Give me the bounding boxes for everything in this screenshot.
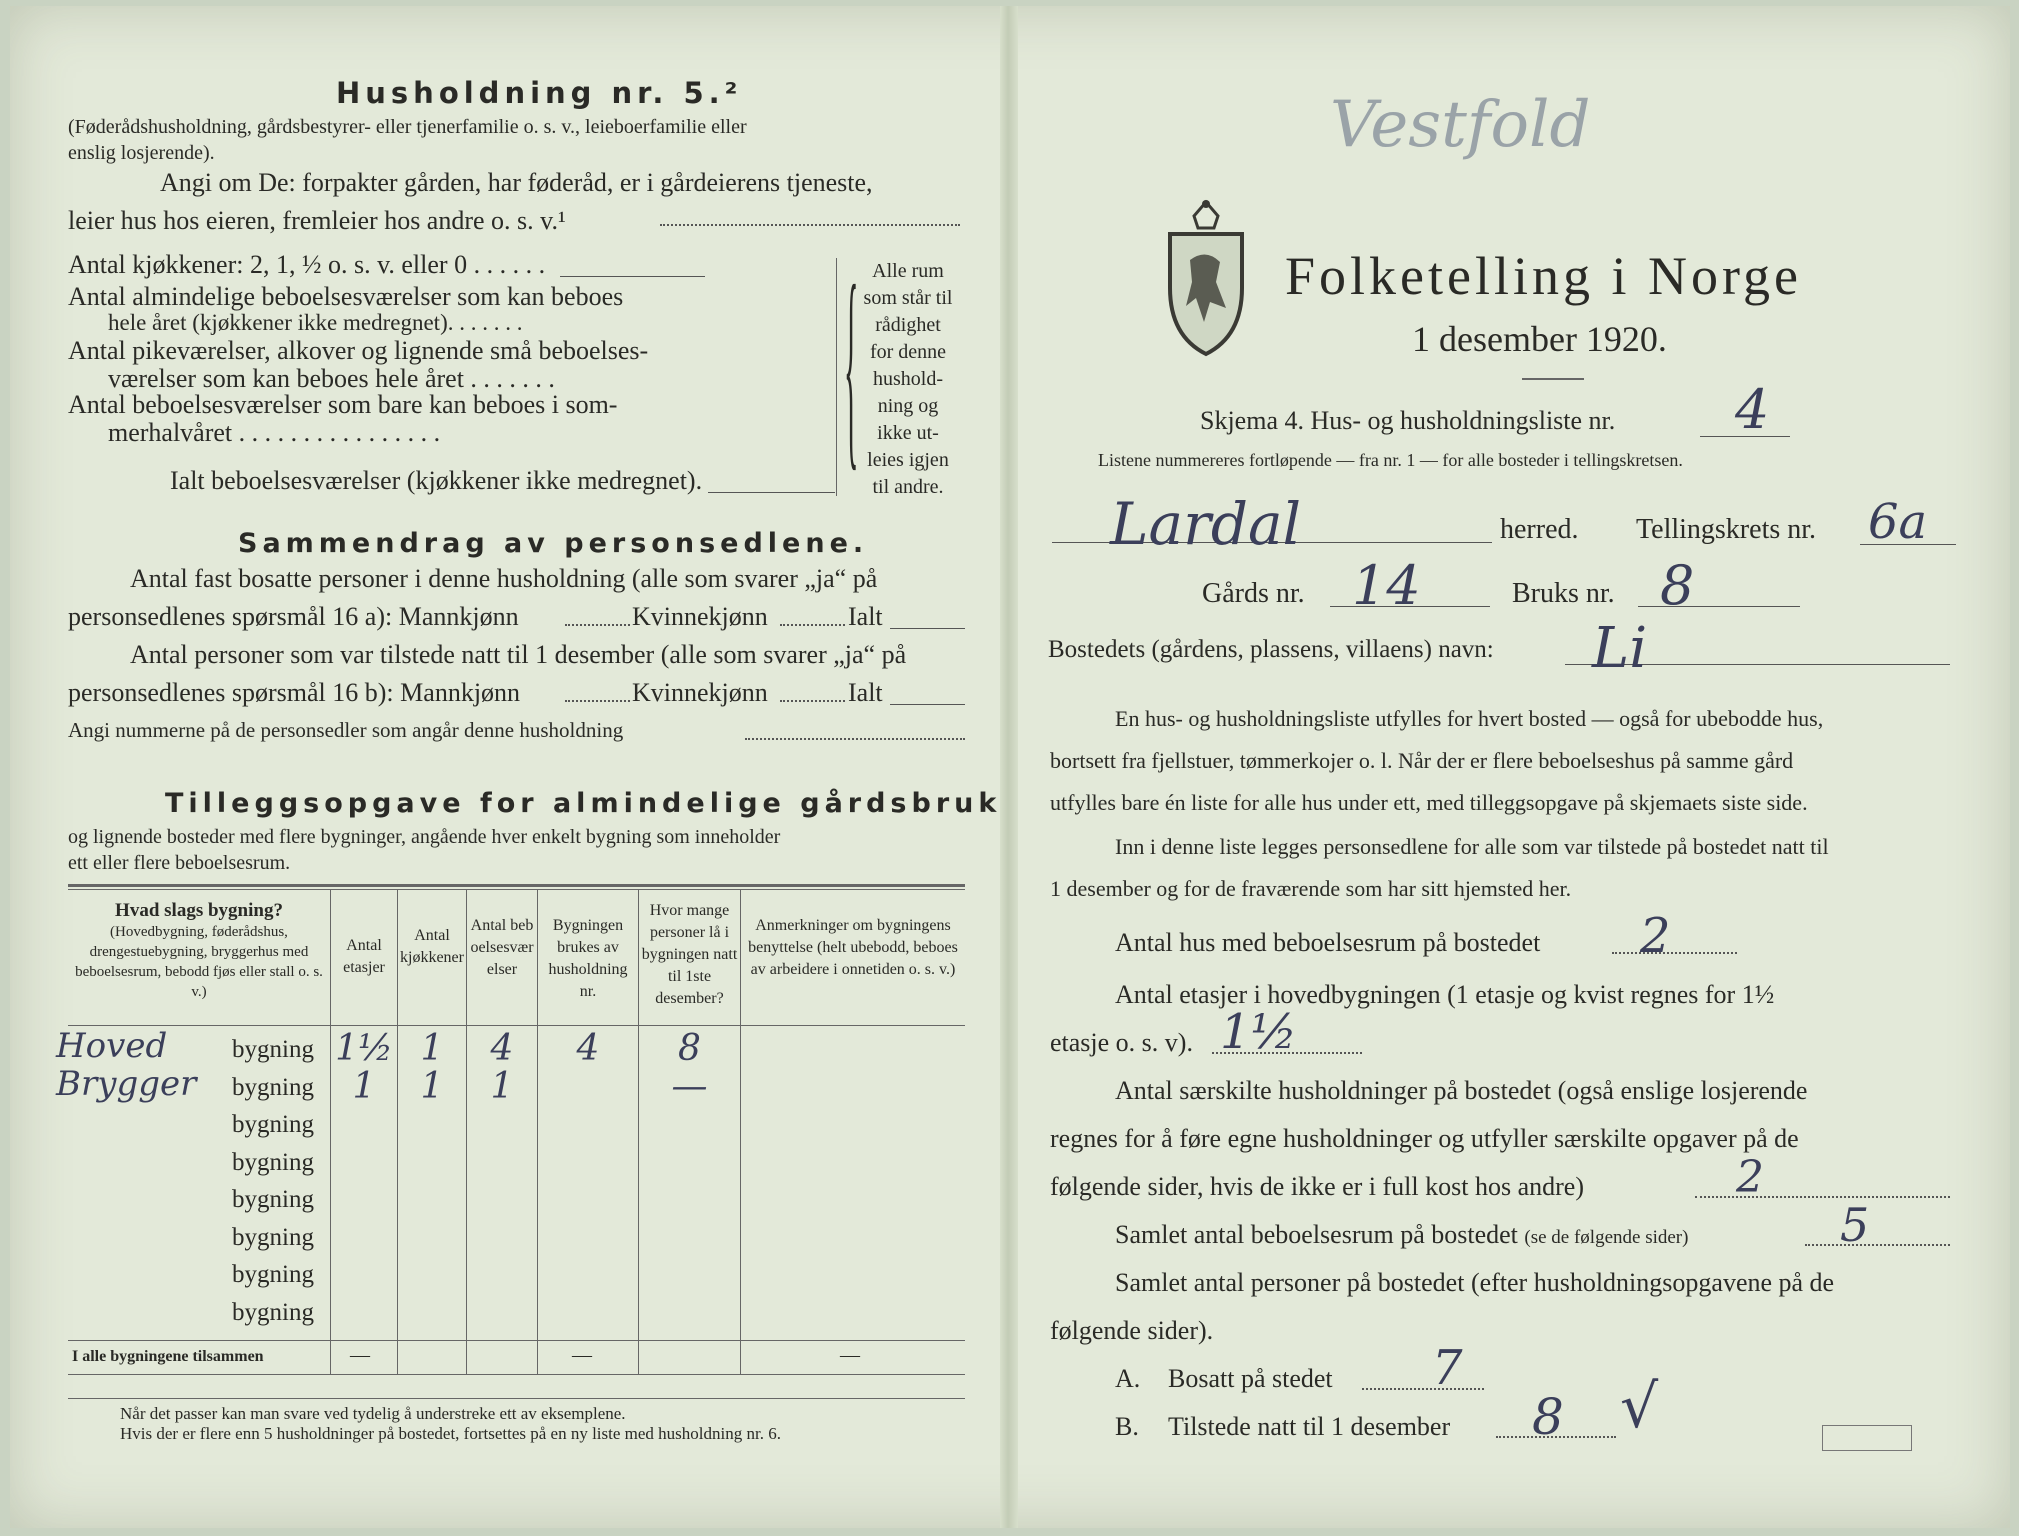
angi-line-1: Angi om De: forpakter gården, har føderåd, er i gårdeierens tjeneste, bbox=[160, 168, 873, 197]
bruks-label: Bruks nr. bbox=[1512, 578, 1615, 609]
brace-note: Alle rum som står til rådighet for denne hushold- ning og ikke ut- leies igjen til andre. bbox=[863, 260, 953, 498]
nummerne-label: Angi nummerne på de personsedler som angår denne husholdning bbox=[68, 718, 624, 742]
tilstede-kvinne-line bbox=[780, 700, 845, 702]
tilstede-kvinne-label: Kvinnekjønn bbox=[632, 678, 768, 707]
header-kjokkener: Antal kjøkkener bbox=[400, 927, 464, 966]
building-type: Hoved bbox=[56, 1026, 168, 1066]
cell-kjokkener: 1 bbox=[420, 1065, 444, 1107]
table-bottom-rule bbox=[68, 1374, 965, 1375]
skjema-nr: 4 bbox=[1735, 378, 1770, 441]
header-anmerkninger: Anmerkninger om bygningens benyttelse (helt ubebodd, beboes av arbeidere i onnetiden o. s. v.) bbox=[748, 917, 958, 978]
footnote-2: Hvis der er flere enn 5 husholdninger på bostedet, fortsettes på en ny liste med husholdning nr. 6. bbox=[120, 1424, 781, 1443]
herred-label: herred. bbox=[1500, 514, 1579, 545]
samlet-rum-label: Samlet antal beboelsesrum på bostedet (se de følgende sider) bbox=[1115, 1220, 1689, 1249]
cell-vaerelser: 4 bbox=[490, 1028, 514, 1069]
alm-line-2: hele året (kjøkkener ikke medregnet). . . . . . . bbox=[108, 310, 523, 335]
samlet-rum-value: 5 bbox=[1840, 1198, 1870, 1252]
table-total-rule bbox=[68, 1340, 965, 1341]
sommer-line-1: Antal beboelsesværelser som bare kan beboes i som- bbox=[68, 390, 618, 419]
household-subtitle-1: (Føderådshusholdning, gårdsbestyrer- eller tjenerfamilie o. s. v., leieboerfamilie eller bbox=[68, 116, 747, 138]
samlet-pers-line-2: følgende sider). bbox=[1050, 1316, 1214, 1345]
fast-line-2: personsedlenes spørsmål 16 a): Mannkjønn bbox=[68, 602, 519, 631]
checkmark: √ bbox=[1620, 1372, 1659, 1442]
etasjer-line-2: etasje o. s. v). bbox=[1050, 1028, 1193, 1057]
bygning-label: bygning bbox=[232, 1186, 314, 1213]
sarskilte-line-2: regnes for å føre egne husholdninger og utfyller særskilte opgaver på de bbox=[1050, 1124, 1799, 1153]
tillegg-title: Tilleggsopgave for almindelige gårdsbruk bbox=[165, 788, 1002, 819]
sarskilte-dots bbox=[1695, 1196, 1950, 1198]
para1-line-2: bortsett fra fjellstuer, tømmerkojer o. l. Når der er flere beboelseshus på samme gård bbox=[1050, 748, 1794, 773]
cell-etasjer: 1½ bbox=[335, 1028, 393, 1069]
brace-glyph: { bbox=[844, 245, 859, 493]
header-personer: Hvor mange personer lå i bygningen natt til 1ste desember? bbox=[641, 902, 738, 1007]
a-dots bbox=[1362, 1388, 1484, 1390]
fast-line-1: Antal fast bosatte personer i denne husholdning (alle som svarer „ja“ på bbox=[130, 564, 878, 593]
sarskilte-value: 2 bbox=[1736, 1152, 1764, 1203]
a-value: 7 bbox=[1432, 1340, 1463, 1396]
cell-husholdning: 4 bbox=[576, 1028, 600, 1069]
cell-personer: 8 bbox=[678, 1028, 701, 1069]
fast-kvinne-label: Kvinnekjønn bbox=[632, 602, 768, 631]
header-vaerelser: Antal beboelsesværelser bbox=[470, 917, 534, 978]
coat-of-arms-icon bbox=[1160, 198, 1252, 358]
etasjer-value: 1½ bbox=[1220, 1004, 1298, 1060]
building-type: Brygger bbox=[56, 1063, 197, 1104]
nummerne-line bbox=[745, 738, 965, 740]
pike-line-1: Antal pikeværelser, alkover og lignende små beboelses- bbox=[68, 336, 649, 365]
bygning-label: bygning bbox=[232, 1111, 314, 1138]
herred-name: Lardal bbox=[1110, 490, 1302, 558]
cell-etasjer: 1 bbox=[352, 1065, 376, 1107]
sammendrag-title: Sammendrag av personsedlene. bbox=[238, 528, 869, 559]
tilstede-ialt-line bbox=[890, 704, 965, 705]
title-separator bbox=[1522, 378, 1584, 380]
table-header-rule bbox=[68, 1025, 965, 1026]
a-label: A. bbox=[1115, 1364, 1141, 1393]
tilstede-line-1: Antal personer som var tilstede natt til 1 desember (alle som svarer „ja“ på bbox=[130, 640, 907, 669]
gards-label: Gårds nr. bbox=[1202, 578, 1305, 609]
bygning-label: bygning bbox=[232, 1298, 314, 1326]
total-label: I alle bygningene tilsammen bbox=[72, 1348, 264, 1365]
page-fold bbox=[1000, 6, 1018, 1528]
bygning-label: bygning bbox=[232, 1036, 314, 1063]
tellingskrets-label: Tellingskrets nr. bbox=[1636, 514, 1817, 545]
bygning-label: bygning bbox=[232, 1223, 314, 1251]
header-etasjer: Antal etasjer bbox=[343, 937, 385, 976]
bosted-label: Bostedets (gårdens, plassens, villaens) navn: bbox=[1048, 636, 1494, 663]
listene-note: Listene nummereres fortløpende — fra nr. 1 — for alle bosteder i tellingskretsen. bbox=[1098, 450, 1683, 470]
total-etasjer: — bbox=[350, 1344, 370, 1366]
gards-nr: 14 bbox=[1352, 554, 1421, 617]
sarskilte-line-1: Antal særskilte husholdninger på bostedet (også enslige losjerende bbox=[1115, 1076, 1808, 1105]
fast-kvinne-line bbox=[780, 624, 845, 626]
para2-line-2: 1 desember og for de fraværende som har sitt hjemsted her. bbox=[1050, 876, 1572, 901]
hus-label: Antal hus med beboelsesrum på bostedet bbox=[1115, 928, 1541, 957]
printer-stamp bbox=[1822, 1425, 1912, 1451]
ialt-vaerelser: Ialt beboelsesværelser (kjøkkener ikke medregnet). bbox=[170, 466, 703, 495]
tillegg-line-1: og lignende bosteder med flere bygninger, angående hver enkelt bygning som inneholder bbox=[68, 826, 781, 848]
fast-ialt-label: Ialt bbox=[848, 602, 883, 631]
census-date: 1 desember 1920. bbox=[1412, 319, 1667, 359]
hus-line bbox=[1612, 952, 1737, 954]
tilstede-line-2: personsedlenes spørsmål 16 b): Mannkjønn bbox=[68, 678, 521, 707]
footnote-1: Når det passer kan man svare ved tydelig å understreke ett av eksemplene. bbox=[120, 1404, 626, 1423]
tilstede-mann-line bbox=[565, 700, 630, 702]
bruks-nr: 8 bbox=[1660, 554, 1695, 617]
b-label: B. bbox=[1115, 1412, 1139, 1441]
para2-line-1: Inn i denne liste legges personsedlene for alle som var tilstede på bostedet natt til bbox=[1115, 834, 1829, 859]
bygning-label: bygning bbox=[232, 1073, 314, 1101]
total-husholdning: — bbox=[572, 1344, 592, 1366]
b-value: 8 bbox=[1532, 1388, 1564, 1446]
fast-ialt-line bbox=[890, 628, 965, 629]
cell-kjokkener: 1 bbox=[420, 1028, 444, 1069]
sommer-line-2: merhalvåret . . . . . . . . . . . . . . . . bbox=[108, 418, 441, 447]
cell-personer: — bbox=[671, 1065, 708, 1107]
total-anm: — bbox=[840, 1344, 860, 1366]
ialt-answer-line bbox=[708, 492, 835, 493]
samlet-pers-line-1: Samlet antal personer på bostedet (efter husholdningsopgavene på de bbox=[1115, 1268, 1835, 1297]
skjema-label: Skjema 4. Hus- og husholdningsliste nr. bbox=[1200, 406, 1616, 435]
answer-column-rule bbox=[836, 258, 837, 496]
bygning-label: bygning bbox=[232, 1148, 314, 1176]
b-text: Tilstede natt til 1 desember bbox=[1168, 1412, 1451, 1441]
header-bygning: Hvad slags bygning? (Hovedbygning, føderådshus, drengestuebygning, bryggerhus med beboelsesrum, bebodd fjøs eller stall o. s. v.) bbox=[75, 900, 323, 1000]
kjokkener-label: Antal kjøkkener: 2, 1, ½ o. s. v. eller 0 . . . . . . bbox=[68, 250, 546, 279]
table-top-rule-2 bbox=[68, 889, 965, 890]
fast-mann-line bbox=[565, 624, 630, 626]
sarskilte-line-3: følgende sider, hvis de ikke er i full kost hos andre) bbox=[1050, 1172, 1584, 1201]
cell-vaerelser: 1 bbox=[490, 1065, 514, 1107]
angi-answer-line bbox=[660, 224, 960, 226]
tillegg-line-2: ett eller flere beboelsesrum. bbox=[68, 852, 291, 874]
tellingskrets-nr: 6a bbox=[1868, 494, 1928, 550]
county-handwritten: Vestfold bbox=[1330, 88, 1591, 162]
foot-rule bbox=[68, 1398, 965, 1399]
household-title: Husholdning nr. 5.² bbox=[336, 76, 743, 110]
household-subtitle-2: enslig losjerende). bbox=[68, 142, 215, 164]
para1-line-3: utfylles bare én liste for alle hus under ett, med tilleggsopgave på skjemaets siste side. bbox=[1050, 790, 1808, 815]
table-top-rule bbox=[68, 884, 965, 887]
header-husholdning: Bygningen brukes av husholdning nr. bbox=[548, 917, 628, 1000]
etasjer-line-1: Antal etasjer i hovedbygningen (1 etasje og kvist regnes for 1½ bbox=[1115, 980, 1775, 1009]
samlet-rum-dots bbox=[1805, 1244, 1950, 1246]
tilstede-ialt-label: Ialt bbox=[848, 678, 883, 707]
a-text: Bosatt på stedet bbox=[1168, 1364, 1333, 1393]
bygning-label: bygning bbox=[232, 1261, 314, 1288]
para1-line-1: En hus- og husholdningsliste utfylles for hvert bosted — også for ubebodde hus, bbox=[1115, 706, 1824, 731]
hus-value: 2 bbox=[1640, 908, 1671, 964]
census-title: Folketelling i Norge bbox=[1285, 246, 1802, 306]
pike-line-2: værelser som kan beboes hele året . . . . . . . bbox=[108, 364, 555, 393]
angi-line-2: leier hus hos eieren, fremleier hos andre o. s. v.¹ bbox=[68, 206, 566, 235]
kjokkener-answer-line bbox=[560, 276, 705, 277]
alm-line-1: Antal almindelige beboelsesværelser som kan beboes bbox=[68, 282, 624, 311]
bosted-navn: Li bbox=[1592, 616, 1648, 681]
